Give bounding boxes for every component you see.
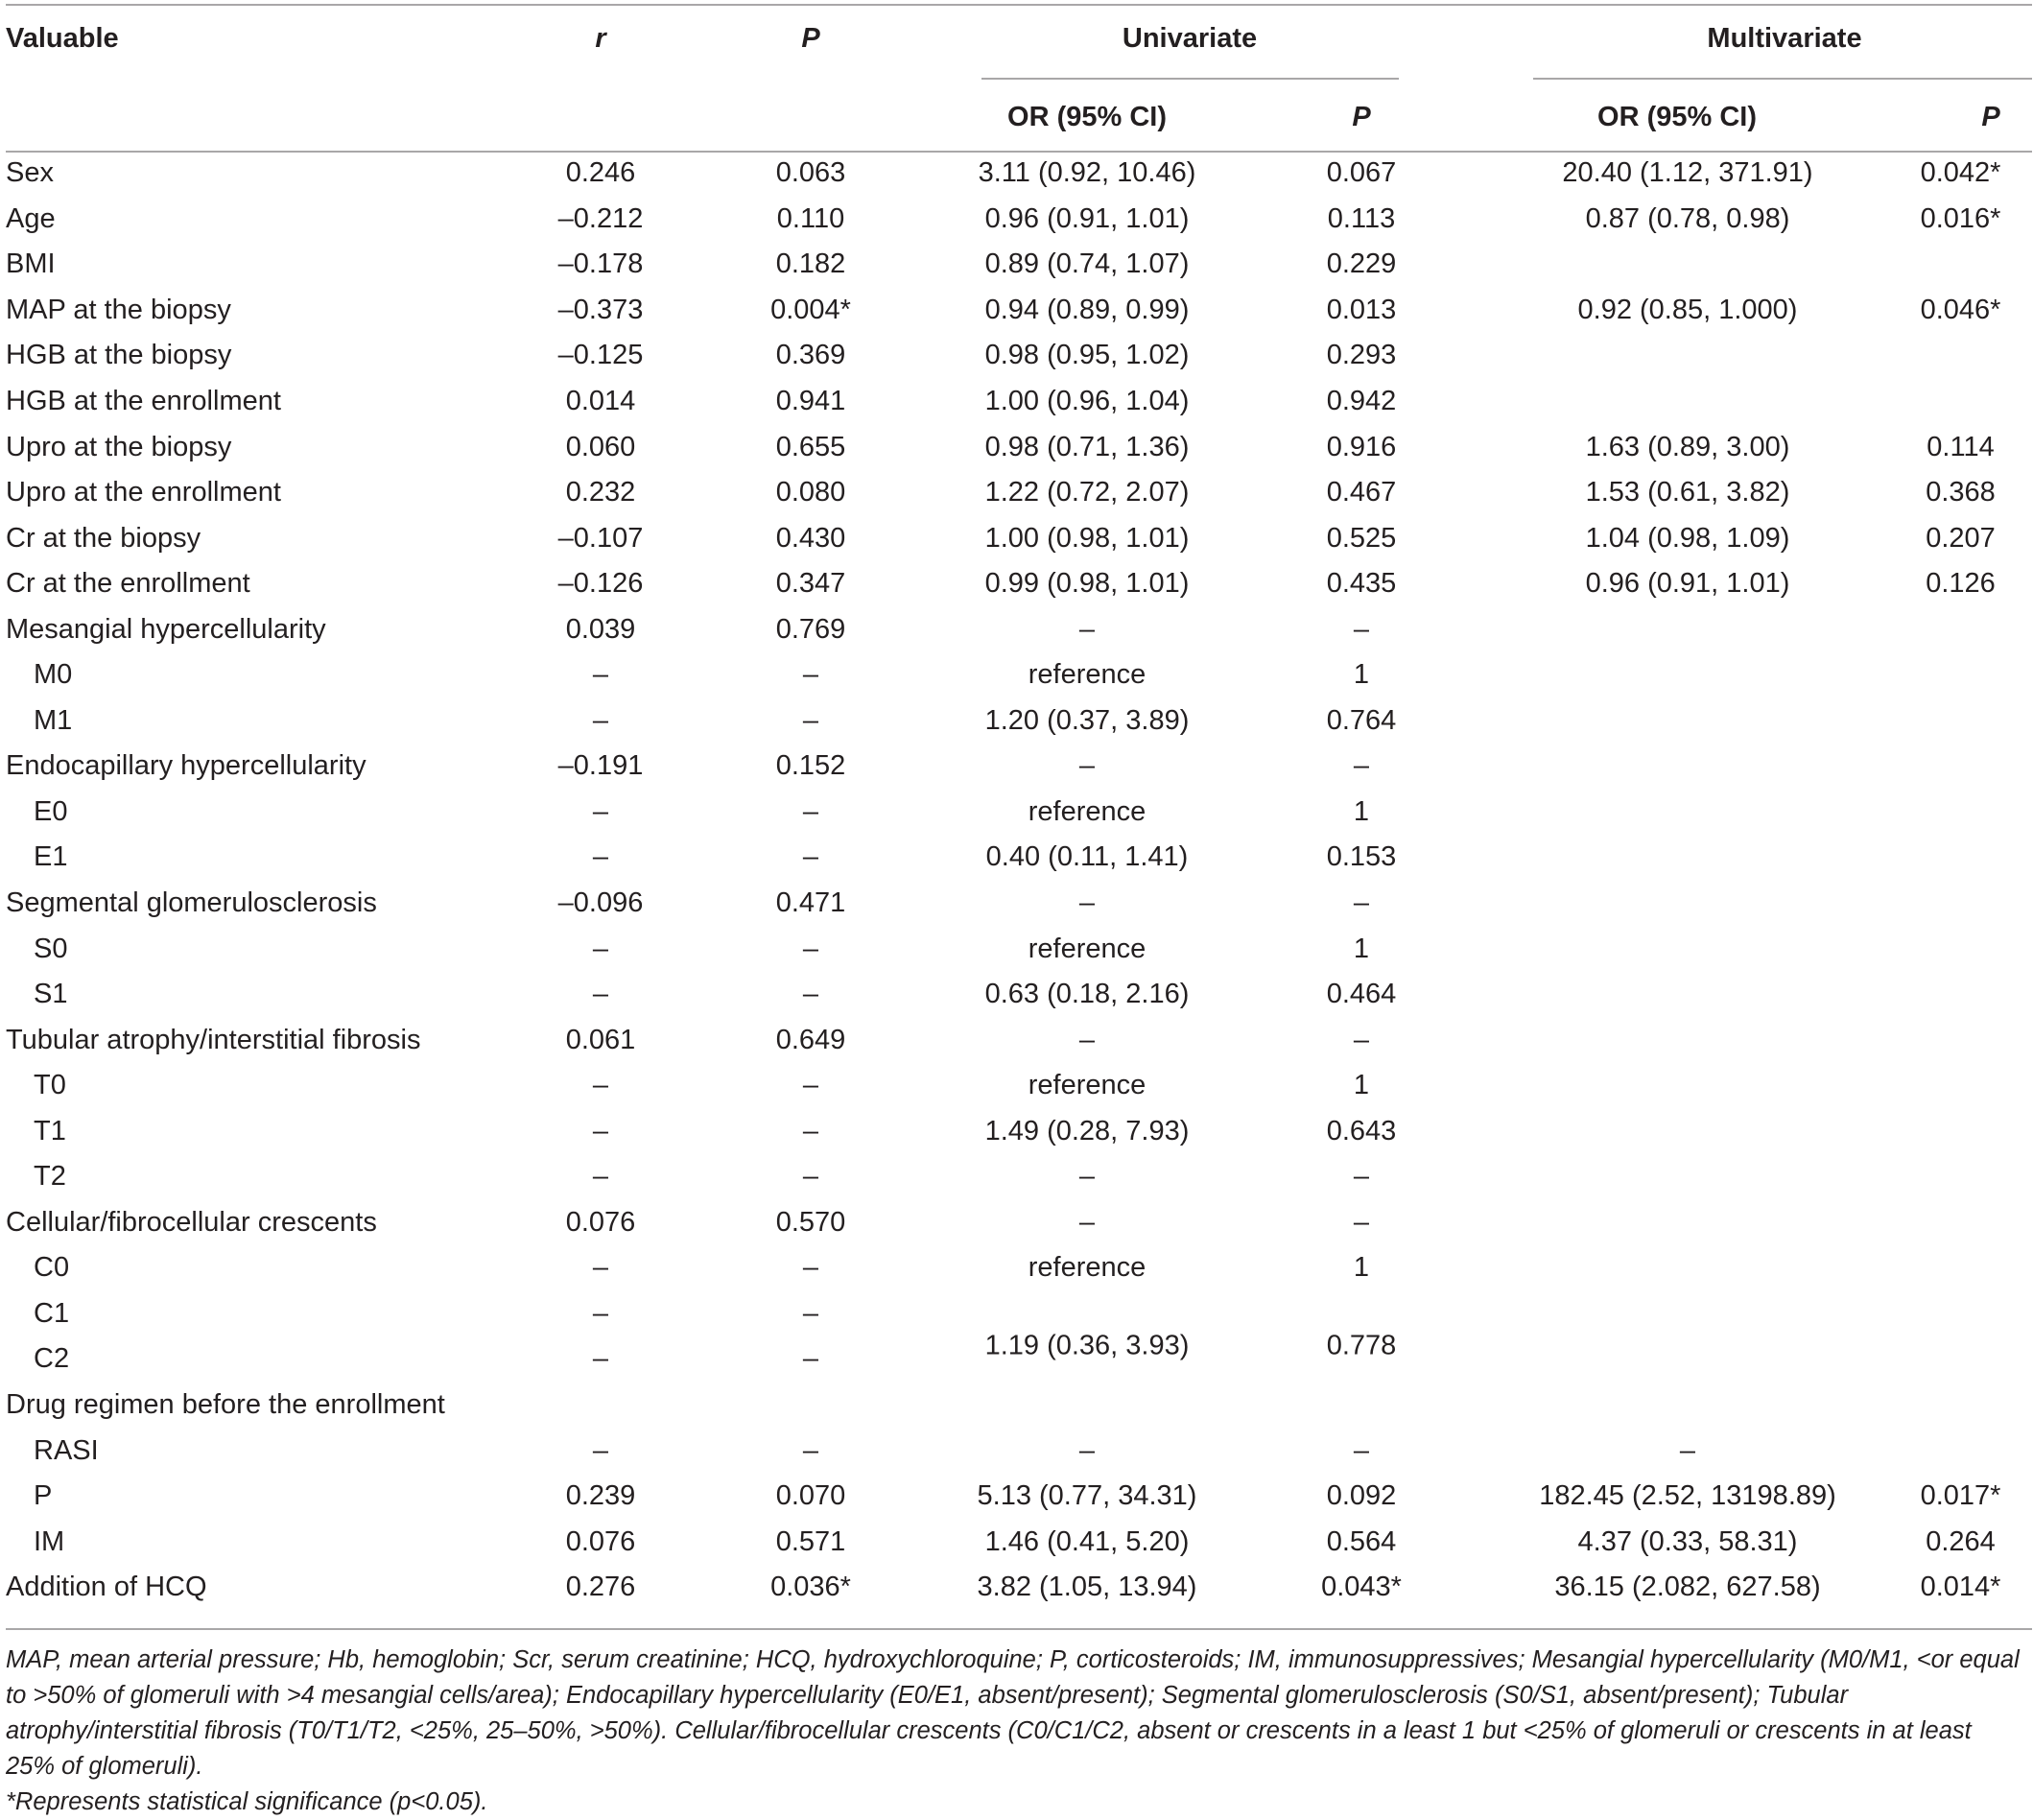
cell-multi-or: 1.53 (0.61, 3.82) xyxy=(1585,477,1790,508)
cell-p: 0.004* xyxy=(770,294,851,325)
cell-r: –0.126 xyxy=(557,568,644,600)
cell-r xyxy=(518,1383,683,1429)
cell-multi-p xyxy=(1888,1383,2033,1429)
cell-multi-or xyxy=(1487,1063,1888,1109)
cell-variable: C0 xyxy=(34,1252,70,1284)
cell-multi-or xyxy=(1487,698,1888,745)
table-row xyxy=(0,561,2033,607)
cell-uni-or: – xyxy=(1078,750,1096,782)
cell-r: – xyxy=(592,841,609,873)
data-table xyxy=(0,151,2033,1611)
cell-uni-or: 0.96 (0.91, 1.01) xyxy=(984,202,1190,234)
table-row xyxy=(0,972,2033,1018)
cell-p: – xyxy=(802,1252,819,1284)
cell-uni-or: reference xyxy=(1028,1252,1147,1284)
cell-uni-p: 0.092 xyxy=(1326,1480,1397,1512)
cell-multi-or xyxy=(1487,972,1888,1018)
cell-uni-or: 0.89 (0.74, 1.07) xyxy=(984,248,1190,280)
cell-variable: P xyxy=(34,1480,53,1512)
cell-variable: Upro at the enrollment xyxy=(6,477,281,508)
footnotes xyxy=(6,1643,2026,1820)
cell-p: 0.471 xyxy=(775,887,846,919)
cell-p: – xyxy=(802,1343,819,1375)
cell-uni-p: 0.764 xyxy=(1326,704,1397,736)
header-multi-p: P xyxy=(1981,102,2000,132)
cell-p: – xyxy=(802,841,819,873)
cell-p: 0.152 xyxy=(775,750,846,782)
cell-multi-or xyxy=(1487,1154,1888,1200)
cell-p: 0.430 xyxy=(775,522,846,554)
cell-r: – xyxy=(592,1070,609,1101)
table-row xyxy=(0,1383,2033,1429)
cell-uni-p: 0.942 xyxy=(1326,386,1397,416)
cell-uni-or: 3.11 (0.92, 10.46) xyxy=(978,157,1196,189)
table-row xyxy=(0,1200,2033,1246)
cell-p: – xyxy=(802,659,819,691)
cell-p: 0.063 xyxy=(775,157,846,189)
cell-r: 0.076 xyxy=(565,1206,636,1238)
merged-c1-c2-or: 1.19 (0.36, 3.93) xyxy=(984,1330,1190,1361)
cell-multi-or: 4.37 (0.33, 58.31) xyxy=(1577,1525,1798,1557)
cell-multi-or xyxy=(1487,1383,1888,1429)
cell-uni-p: – xyxy=(1353,1434,1370,1466)
cell-multi-p: 0.207 xyxy=(1926,522,1996,554)
cell-variable: C1 xyxy=(34,1297,70,1329)
cell-p: – xyxy=(802,1434,819,1466)
cell-variable: BMI xyxy=(6,248,56,280)
header-univariate: Univariate xyxy=(1122,23,1258,54)
table-row xyxy=(0,881,2033,927)
cell-uni-p: 0.525 xyxy=(1326,522,1397,554)
cell-multi-or xyxy=(1487,652,1888,698)
table-row xyxy=(0,698,2033,745)
cell-multi-or xyxy=(1487,1245,1888,1291)
cell-multi-or xyxy=(1487,242,1888,288)
table-row xyxy=(0,242,2033,288)
cell-variable: IM xyxy=(34,1525,65,1557)
cell-r: 0.246 xyxy=(565,157,636,189)
cell-multi-or xyxy=(1487,1336,1888,1383)
cell-uni-p: 0.564 xyxy=(1326,1525,1397,1557)
cell-variable: Sex xyxy=(6,157,54,189)
cell-multi-p: 0.368 xyxy=(1926,477,1996,508)
table-row xyxy=(0,1245,2033,1291)
table-row xyxy=(0,1474,2033,1520)
cell-uni-p: 0.229 xyxy=(1326,248,1397,280)
cell-uni-or: 1.49 (0.28, 7.93) xyxy=(984,1115,1190,1146)
table-row xyxy=(0,151,2033,197)
cell-multi-p xyxy=(1888,606,2033,652)
cell-uni-p: 0.043* xyxy=(1321,1572,1402,1603)
cell-variable: Drug regimen before the enrollment xyxy=(6,1389,445,1421)
cell-uni-or: 0.99 (0.98, 1.01) xyxy=(984,568,1190,600)
cell-p: – xyxy=(802,1070,819,1101)
cell-multi-or: 0.87 (0.78, 0.98) xyxy=(1585,202,1790,234)
table-row xyxy=(0,1519,2033,1565)
cell-r: – xyxy=(592,795,609,827)
cell-r: 0.014 xyxy=(565,386,636,416)
cell-variable: Tubular atrophy/interstitial fibrosis xyxy=(6,1024,421,1055)
cell-multi-or xyxy=(1487,606,1888,652)
header-r: r xyxy=(595,23,606,54)
cell-multi-or xyxy=(1487,1017,1888,1063)
cell-r: – xyxy=(592,1297,609,1329)
table-row xyxy=(0,1108,2033,1154)
cell-uni-p: 1 xyxy=(1353,659,1370,691)
cell-multi-p xyxy=(1888,379,2033,425)
cell-uni-p: 0.293 xyxy=(1326,340,1397,371)
cell-uni-or: – xyxy=(1078,1024,1096,1055)
cell-multi-p xyxy=(1888,1108,2033,1154)
cell-r: – xyxy=(592,933,609,964)
cell-uni-p: 1 xyxy=(1353,795,1370,827)
table-row xyxy=(0,1017,2033,1063)
cell-uni-p: 0.467 xyxy=(1326,477,1397,508)
cell-multi-or: 0.92 (0.85, 1.000) xyxy=(1577,294,1798,325)
cell-r: 0.039 xyxy=(565,613,636,645)
cell-variable: Endocapillary hypercellularity xyxy=(6,750,366,782)
cell-multi-or: 1.63 (0.89, 3.00) xyxy=(1585,431,1790,462)
cell-uni-p: 1 xyxy=(1353,1070,1370,1101)
cell-p xyxy=(683,1383,938,1429)
header-variable: Valuable xyxy=(6,23,119,54)
cell-variable: S0 xyxy=(34,933,68,964)
cell-variable: E0 xyxy=(34,795,68,827)
cell-variable: T2 xyxy=(34,1161,66,1193)
cell-multi-p xyxy=(1888,1154,2033,1200)
cell-uni-p: 0.067 xyxy=(1326,157,1397,189)
cell-multi-p: 0.126 xyxy=(1926,568,1996,600)
cell-uni-p: 0.464 xyxy=(1326,979,1397,1010)
cell-r: – xyxy=(592,659,609,691)
cell-uni-p: – xyxy=(1353,887,1370,919)
cell-uni-or: 5.13 (0.77, 34.31) xyxy=(977,1480,1197,1512)
cell-r: –0.125 xyxy=(557,340,644,371)
cell-multi-p: 0.017* xyxy=(1920,1480,2001,1512)
table-row xyxy=(0,606,2033,652)
table-row xyxy=(0,333,2033,379)
cell-uni-p: – xyxy=(1353,1161,1370,1193)
cell-uni-or: – xyxy=(1078,887,1096,919)
cell-multi-p xyxy=(1888,652,2033,698)
cell-r: –0.178 xyxy=(557,248,644,280)
cell-variable: E1 xyxy=(34,841,68,873)
cell-variable: Cr at the enrollment xyxy=(6,568,250,600)
cell-p: 0.070 xyxy=(775,1480,846,1512)
cell-variable: Cr at the biopsy xyxy=(6,522,201,554)
cell-uni-or: 1.20 (0.37, 3.89) xyxy=(984,704,1190,736)
cell-r: 0.061 xyxy=(565,1024,636,1055)
header-uni-or: OR (95% CI) xyxy=(1007,102,1167,132)
cell-variable: T1 xyxy=(34,1115,66,1146)
cell-multi-or: 0.96 (0.91, 1.01) xyxy=(1585,568,1790,600)
cell-uni-p: – xyxy=(1353,1024,1370,1055)
cell-uni-or: 3.82 (1.05, 13.94) xyxy=(977,1572,1197,1603)
cell-multi-p: 0.114 xyxy=(1927,431,1995,462)
cell-uni-or: – xyxy=(1078,1434,1096,1466)
table-row xyxy=(0,288,2033,334)
table-bottom-rule xyxy=(6,1628,2032,1630)
cell-r: –0.373 xyxy=(557,294,644,325)
cell-multi-or xyxy=(1487,1108,1888,1154)
cell-uni-or: 0.63 (0.18, 2.16) xyxy=(984,979,1190,1010)
cell-r: – xyxy=(592,1343,609,1375)
cell-uni-p: – xyxy=(1353,1206,1370,1238)
cell-uni-or: – xyxy=(1078,1161,1096,1193)
cell-uni-or xyxy=(938,1383,1236,1429)
cell-p: – xyxy=(802,795,819,827)
cell-r: –0.107 xyxy=(557,522,644,554)
cell-multi-or xyxy=(1487,790,1888,836)
table-row xyxy=(0,1063,2033,1109)
cell-uni-p: 0.916 xyxy=(1326,431,1397,462)
cell-uni-or: 0.98 (0.71, 1.36) xyxy=(984,431,1190,462)
cell-multi-p: 0.016* xyxy=(1920,202,2001,234)
cell-p: 0.182 xyxy=(775,248,846,280)
header-multi-or: OR (95% CI) xyxy=(1597,102,1757,132)
header-multivariate: Multivariate xyxy=(1707,23,1862,54)
cell-multi-or xyxy=(1487,1200,1888,1246)
top-rule xyxy=(6,4,2032,6)
table-row xyxy=(0,515,2033,561)
cell-variable: T0 xyxy=(34,1070,66,1101)
table-row xyxy=(0,470,2033,516)
cell-variable: M0 xyxy=(34,659,73,691)
multivariate-subrule xyxy=(1533,78,2032,80)
cell-uni-or: – xyxy=(1078,1206,1096,1238)
table-body xyxy=(0,151,2033,1611)
cell-multi-or xyxy=(1487,744,1888,790)
table-row xyxy=(0,790,2033,836)
cell-uni-p: 0.013 xyxy=(1326,294,1397,325)
cell-multi-p xyxy=(1888,790,2033,836)
cell-uni-or: 1.46 (0.41, 5.20) xyxy=(984,1525,1190,1557)
cell-uni-or: 0.94 (0.89, 0.99) xyxy=(984,294,1190,325)
cell-p: 0.110 xyxy=(776,202,845,234)
cell-variable: MAP at the biopsy xyxy=(6,294,231,325)
cell-variable: Upro at the biopsy xyxy=(6,431,232,462)
cell-uni-or: reference xyxy=(1028,933,1147,964)
cell-r: 0.076 xyxy=(565,1525,636,1557)
cell-variable: C2 xyxy=(34,1343,70,1375)
cell-multi-or xyxy=(1487,379,1888,425)
cell-multi-p xyxy=(1888,881,2033,927)
cell-multi-or xyxy=(1487,881,1888,927)
cell-multi-p: 0.046* xyxy=(1920,294,2001,325)
cell-r: – xyxy=(592,1161,609,1193)
cell-r: 0.239 xyxy=(565,1480,636,1512)
cell-multi-p xyxy=(1888,698,2033,745)
cell-r: – xyxy=(592,704,609,736)
footnote-significance: *Represents statistical significance (p<0.05). xyxy=(6,1788,488,1815)
cell-multi-p xyxy=(1888,1063,2033,1109)
cell-multi-p xyxy=(1888,1017,2033,1063)
table-row xyxy=(0,1154,2033,1200)
cell-variable: M1 xyxy=(34,704,73,736)
cell-uni-or: 0.40 (0.11, 1.41) xyxy=(985,841,1189,873)
cell-uni-p: 0.153 xyxy=(1326,841,1397,873)
cell-multi-p: 0.042* xyxy=(1920,157,2001,189)
cell-p: 0.080 xyxy=(775,477,846,508)
cell-uni-p xyxy=(1236,1383,1487,1429)
cell-uni-or: 1.00 (0.98, 1.01) xyxy=(984,522,1190,554)
univariate-subrule xyxy=(981,78,1399,80)
cell-multi-or xyxy=(1487,333,1888,379)
cell-p: 0.769 xyxy=(775,613,846,645)
cell-uni-p: 1 xyxy=(1353,933,1370,964)
cell-multi-or xyxy=(1487,1291,1888,1337)
cell-p: 0.941 xyxy=(775,386,846,416)
cell-variable: Age xyxy=(6,202,56,234)
table-row xyxy=(0,197,2033,243)
cell-multi-p: 0.264 xyxy=(1926,1525,1996,1557)
cell-uni-or: 1.00 (0.96, 1.04) xyxy=(984,386,1190,416)
cell-p: 0.036* xyxy=(770,1572,851,1603)
cell-multi-or: 20.40 (1.12, 371.91) xyxy=(1562,157,1813,189)
cell-r: – xyxy=(592,1252,609,1284)
cell-r: 0.060 xyxy=(565,431,636,462)
cell-uni-or: – xyxy=(1078,613,1096,645)
cell-multi-p xyxy=(1888,744,2033,790)
cell-multi-or: 1.04 (0.98, 1.09) xyxy=(1585,522,1790,554)
header-p: P xyxy=(801,23,820,54)
cell-multi-p xyxy=(1888,1428,2033,1474)
cell-p: – xyxy=(802,979,819,1010)
cell-multi-p: 0.014* xyxy=(1920,1572,2001,1603)
cell-multi-or xyxy=(1487,926,1888,972)
table-row xyxy=(0,1428,2033,1474)
cell-p: 0.649 xyxy=(775,1024,846,1055)
table-row xyxy=(0,835,2033,881)
cell-p: 0.369 xyxy=(775,340,846,371)
cell-multi-p xyxy=(1888,926,2033,972)
cell-uni-or: 0.98 (0.95, 1.02) xyxy=(984,340,1190,371)
cell-r: –0.096 xyxy=(557,887,644,919)
cell-multi-p xyxy=(1888,1336,2033,1383)
cell-multi-p xyxy=(1888,333,2033,379)
cell-variable: Segmental glomerulosclerosis xyxy=(6,887,377,919)
cell-p: – xyxy=(802,933,819,964)
cell-r: – xyxy=(592,979,609,1010)
cell-p: – xyxy=(802,1115,819,1146)
cell-p: 0.655 xyxy=(775,431,846,462)
cell-uni-p: 0.643 xyxy=(1326,1115,1397,1146)
header-uni-p: P xyxy=(1352,102,1371,132)
cell-variable: HGB at the biopsy xyxy=(6,340,232,371)
cell-r: 0.232 xyxy=(565,477,636,508)
cell-variable: RASI xyxy=(34,1434,99,1466)
table-row xyxy=(0,1565,2033,1611)
table-row xyxy=(0,379,2033,425)
cell-multi-or: – xyxy=(1679,1434,1696,1466)
cell-p: 0.570 xyxy=(775,1206,846,1238)
cell-uni-p: 0.113 xyxy=(1327,202,1396,234)
cell-r: – xyxy=(592,1115,609,1146)
cell-variable: Addition of HCQ xyxy=(6,1572,207,1603)
cell-uni-or: reference xyxy=(1028,795,1147,827)
cell-r: 0.276 xyxy=(565,1572,636,1603)
footnote-abbreviations: MAP, mean arterial pressure; Hb, hemoglobin; Scr, serum creatinine; HCQ, hydroxychloroquine; P, corticosteroids; IM, immunosuppressives; Mesangial hypercellularity (M0/M1, <or equal to >50% of glomeruli with >4 mesangial cells/area); Endocapillary hypercellularity (E0/E1, absent/present); Segmental glomerulosclerosis (S0/S1, absent/present); Tubular atrophy/interstitial fibrosis (T0/T1/T2, <25%, 25–50%, >50%). Cellular/fibrocellular crescents (C0/C1/C2, absent or crescents in a least 1 but <25% of glomeruli or crescents in at least 25% of glomeruli). xyxy=(6,1646,2020,1780)
cell-uni-or: reference xyxy=(1028,1070,1147,1101)
cell-variable: S1 xyxy=(34,979,68,1010)
cell-uni-or: reference xyxy=(1028,659,1147,691)
cell-uni-p: 1 xyxy=(1353,1252,1370,1284)
cell-p: – xyxy=(802,1297,819,1329)
cell-multi-p xyxy=(1888,1245,2033,1291)
cell-multi-p xyxy=(1888,972,2033,1018)
cell-p: – xyxy=(802,704,819,736)
cell-variable: Mesangial hypercellularity xyxy=(6,613,326,645)
cell-r: –0.212 xyxy=(557,202,644,234)
cell-uni-p: 0.435 xyxy=(1326,568,1397,600)
cell-uni-p: – xyxy=(1353,613,1370,645)
cell-multi-or: 182.45 (2.52, 13198.89) xyxy=(1539,1480,1836,1512)
table-row xyxy=(0,652,2033,698)
cell-variable: HGB at the enrollment xyxy=(6,386,281,416)
cell-multi-or xyxy=(1487,835,1888,881)
table-row xyxy=(0,926,2033,972)
merged-c1-c2-p: 0.778 xyxy=(1326,1330,1397,1361)
cell-r: –0.191 xyxy=(557,750,644,782)
cell-variable: Cellular/fibrocellular crescents xyxy=(6,1206,377,1238)
cell-multi-p xyxy=(1888,242,2033,288)
table-row xyxy=(0,424,2033,470)
cell-r: – xyxy=(592,1434,609,1466)
cell-uni-or: 1.22 (0.72, 2.07) xyxy=(984,477,1190,508)
cell-uni-p: – xyxy=(1353,750,1370,782)
cell-p: 0.571 xyxy=(775,1525,846,1557)
cell-multi-p xyxy=(1888,1200,2033,1246)
cell-multi-or: 36.15 (2.082, 627.58) xyxy=(1554,1572,1821,1603)
cell-multi-p xyxy=(1888,1291,2033,1337)
cell-p: – xyxy=(802,1161,819,1193)
cell-p: 0.347 xyxy=(775,568,846,600)
cell-multi-p xyxy=(1888,835,2033,881)
table-row xyxy=(0,744,2033,790)
